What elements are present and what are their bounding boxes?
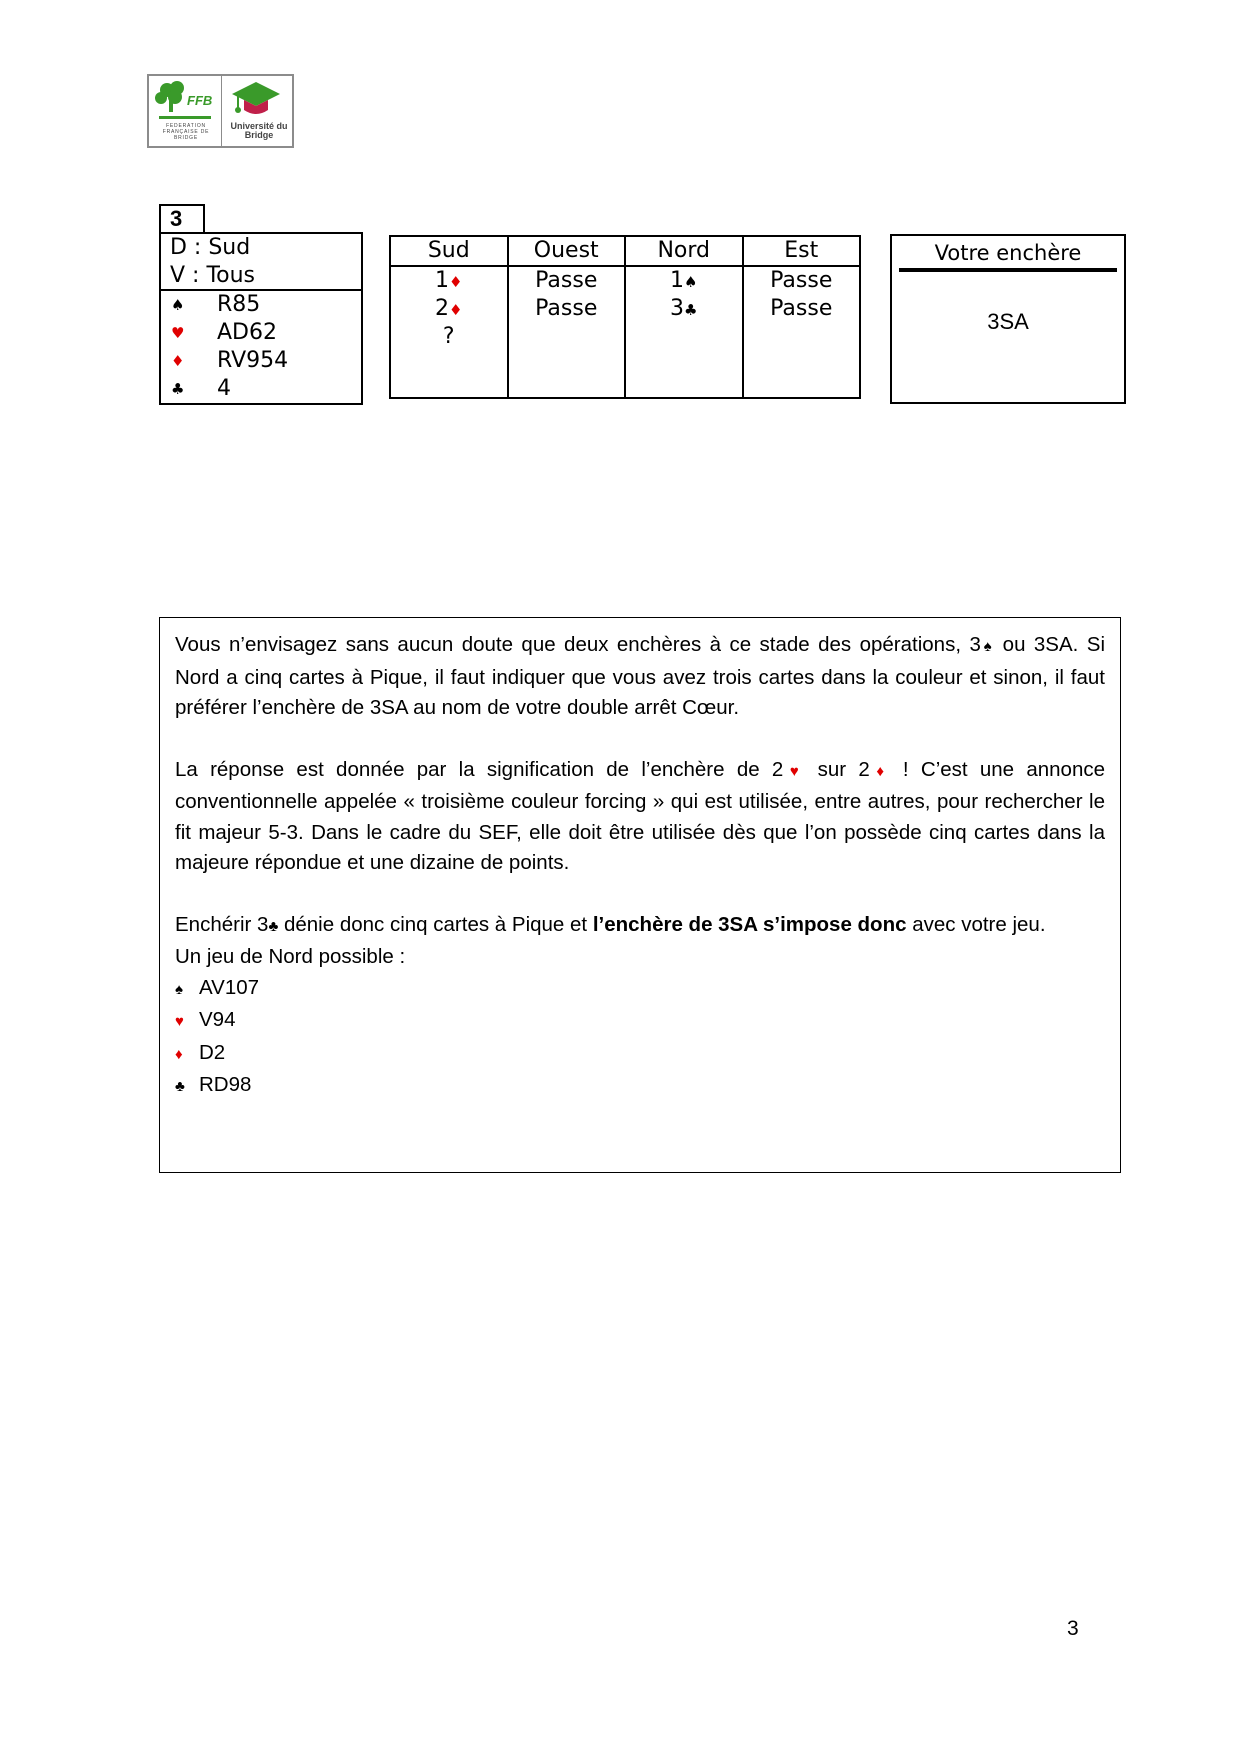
heart-icon: ♥ <box>171 324 185 342</box>
deal-box <box>159 232 363 405</box>
ffb-logo-left <box>149 76 222 146</box>
diamond-icon: ♦ <box>449 273 463 291</box>
ffb-logo <box>147 74 294 148</box>
bidding-table <box>389 235 861 399</box>
bid-level: 1 <box>670 268 685 293</box>
text-span: ou 3SA. Si Nord a cinq cartes à Pique, il faut indiquer que vous avez trois cartes dans la couleur et sinon, il faut préférer l’enchère de 3SA au nom de votre double arrêt Cœur. <box>175 633 1105 719</box>
hand-cards: 4 <box>217 376 231 401</box>
paragraph-gap <box>175 724 1105 755</box>
hand-row-diamonds <box>161 347 361 375</box>
bold-text: l’enchère de 3SA s’impose donc <box>592 912 907 936</box>
bid-level: ? <box>442 324 455 349</box>
text-span: sur 2 <box>805 757 870 781</box>
heart-icon: ♥ <box>783 762 806 780</box>
answer-divider <box>899 268 1117 272</box>
dealer-label: D : Sud <box>170 235 251 260</box>
bid-cell: Passe <box>770 296 833 321</box>
club-icon: ♣ <box>175 1078 185 1095</box>
bid-cell: Passe <box>535 296 598 321</box>
bid-level: 3 <box>670 296 685 321</box>
page-number: 3 <box>1067 1617 1079 1640</box>
answer-title: Votre enchère <box>934 241 1082 265</box>
text-span: Vous n’envisagez sans aucun doute que deux enchères à ce stade des opérations, 3 <box>175 633 981 656</box>
bid-cell <box>391 295 507 323</box>
north-cards: D2 <box>199 1040 226 1064</box>
bid-header: Ouest <box>509 237 625 267</box>
north-hand-spades <box>175 973 1105 1006</box>
spade-icon: ♠ <box>684 273 698 291</box>
north-hand-hearts <box>175 1005 1105 1038</box>
text-span: avec votre jeu. <box>906 912 1046 936</box>
bid-header: Est <box>744 237 860 267</box>
graduation-cap-icon <box>230 80 282 122</box>
north-hand-diamonds <box>175 1038 1105 1071</box>
text-span: La réponse est donnée par la signification de l’enchère de 2 <box>175 757 784 781</box>
ffb-text: FFB <box>187 93 213 108</box>
north-cards: RD98 <box>199 1073 252 1096</box>
hand-cards: RV954 <box>217 348 289 373</box>
spade-icon: ♠ <box>980 638 995 655</box>
bid-level: 1 <box>435 268 450 293</box>
heart-icon: ♥ <box>175 1013 184 1030</box>
hand-cards: AD62 <box>217 320 277 345</box>
bid-column-sud <box>391 237 509 397</box>
answer-value: 3SA <box>987 309 1029 334</box>
north-hand-intro: Un jeu de Nord possible : <box>175 945 406 968</box>
bid-cell: Passe <box>535 268 598 293</box>
bid-header: Sud <box>391 237 507 267</box>
diamond-icon: ♦ <box>869 762 891 780</box>
deal-number: 3 <box>159 204 205 232</box>
hand-row-spades <box>161 291 361 319</box>
club-icon: ♣ <box>684 301 698 319</box>
bid-cell <box>391 267 507 295</box>
bid-cell-question <box>391 323 507 351</box>
diamond-icon: ♦ <box>171 352 185 370</box>
hand-row-clubs <box>161 375 361 403</box>
diamond-icon: ♦ <box>449 301 463 319</box>
bid-level: 2 <box>435 296 450 321</box>
text-span: ! C’est une annonce conventionnelle appelée « troisième couleur forcing » qui est utilisée, entre autres, pour rechercher le fit majeur 5-3. Dans le cadre du SEF, elle doit être utilisée dès que l’on possède cinq cartes dans la majeure répondue et une dizaine de points. <box>175 757 1106 874</box>
bid-column-est <box>744 237 860 397</box>
club-icon: ♣ <box>268 917 279 935</box>
spade-icon: ♠ <box>175 980 183 998</box>
north-cards: V94 <box>199 1008 236 1031</box>
bid-column-nord <box>626 237 744 397</box>
club-icon: ♣ <box>171 380 185 398</box>
bid-cell <box>626 295 742 323</box>
paragraph-gap <box>175 879 1105 910</box>
ffb-line <box>159 116 211 119</box>
bid-column-ouest <box>509 237 627 397</box>
university-text: Université du Bridge <box>230 121 288 140</box>
north-cards: AV107 <box>199 975 260 999</box>
explanation-paragraph-2 <box>175 755 1105 879</box>
bid-cell <box>626 267 742 295</box>
bid-cell: Passe <box>770 268 833 293</box>
text-span: Enchérir 3 <box>175 912 269 936</box>
hand-row-hearts <box>161 319 361 347</box>
answer-box <box>890 234 1126 404</box>
ffb-subtitle: FEDERATION FRANÇAISE DE BRIDGE <box>162 123 210 141</box>
diamond-icon: ♦ <box>175 1045 183 1063</box>
explanation-paragraph-3 <box>175 910 1105 943</box>
hand-cards: R85 <box>217 292 261 317</box>
deal-conditions <box>161 234 361 291</box>
spade-icon: ♠ <box>171 296 185 314</box>
text-span: dénie donc cinq cartes à Pique et <box>278 912 593 936</box>
vulnerability-label: V : Tous <box>170 263 256 288</box>
explanation-box <box>159 617 1121 1173</box>
bid-header: Nord <box>626 237 742 267</box>
explanation-paragraph-1 <box>175 630 1105 724</box>
north-hand-clubs <box>175 1070 1105 1103</box>
university-logo <box>222 76 292 146</box>
